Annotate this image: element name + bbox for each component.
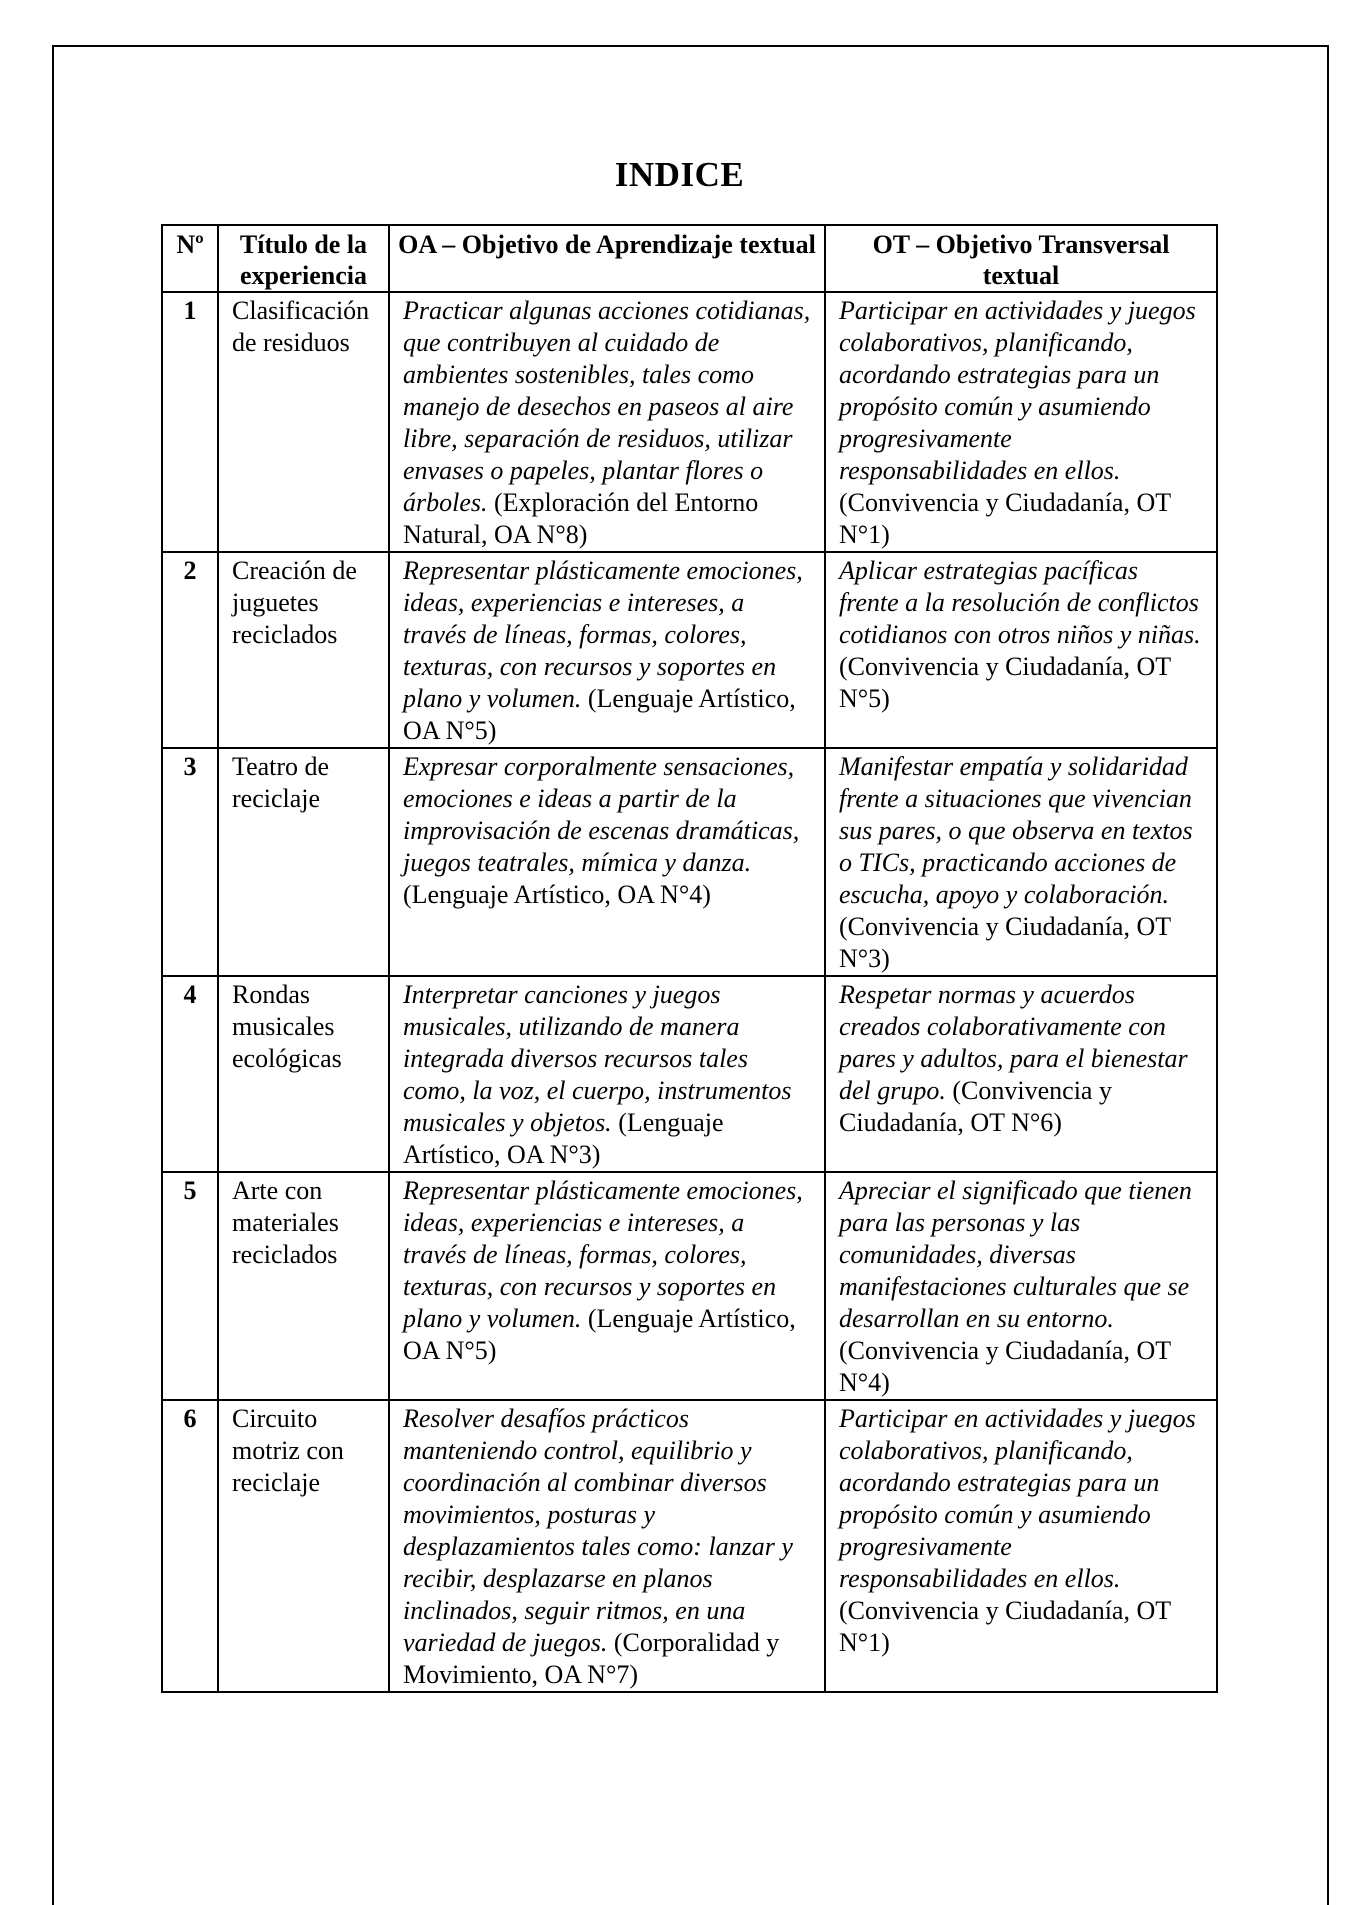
ot-text: Respetar normas y acuerdos creados colaborativamente con pares y adultos, para el bienestar del grupo.: [839, 980, 1188, 1105]
ot-text: Participar en actividades y juegos colaborativos, planificando, acordando estrategias para un propósito común y asumiendo progresivamente responsabilidades en ellos.: [839, 1404, 1196, 1593]
row-oa: [389, 976, 825, 1172]
row-oa: [389, 748, 825, 976]
oa-text: Representar plásticamente emociones, ideas, experiencias e intereses, a través de líneas, formas, colores, texturas, con recursos y soportes en plano y volumen.: [403, 1176, 803, 1333]
row-ot: [825, 748, 1217, 976]
row-num: 4: [162, 976, 218, 1172]
row-num: 6: [162, 1400, 218, 1692]
row-num: 5: [162, 1172, 218, 1400]
row-titulo: Rondas musicales ecológicas: [218, 976, 389, 1172]
row-ot: [825, 292, 1217, 552]
row-num: 2: [162, 552, 218, 748]
oa-ref: (Lenguaje Artístico, OA N°3): [403, 1108, 724, 1169]
row-titulo: Circuito motriz con reciclaje: [218, 1400, 389, 1692]
ot-ref: (Convivencia y Ciudadanía, OT N°4): [839, 1336, 1171, 1397]
table-row: [162, 552, 1217, 748]
row-titulo: Teatro de reciclaje: [218, 748, 389, 976]
row-ot: [825, 1400, 1217, 1692]
row-titulo: Creación de juguetes reciclados: [218, 552, 389, 748]
row-titulo: Clasificación de residuos: [218, 292, 389, 552]
oa-text: Representar plásticamente emociones, ideas, experiencias e intereses, a través de líneas, formas, colores, texturas, con recursos y soportes en plano y volumen.: [403, 556, 803, 713]
oa-text: Practicar algunas acciones cotidianas, que contribuyen al cuidado de ambientes sostenibles, tales como manejo de desechos en paseos al aire libre, separación de residuos, utilizar envases o papeles, plantar flores o árboles.: [403, 296, 811, 517]
ot-ref: (Convivencia y Ciudadanía, OT N°5): [839, 652, 1171, 713]
row-num: 1: [162, 292, 218, 552]
ot-text: Manifestar empatía y solidaridad frente a situaciones que vivencian sus pares, o que observa en textos o TICs, practicando acciones de escucha, apoyo y colaboración.: [839, 752, 1193, 909]
ot-ref: (Convivencia y Ciudadanía, OT N°3): [839, 912, 1171, 973]
row-titulo: Arte con materiales reciclados: [218, 1172, 389, 1400]
table-header-row: [162, 225, 1217, 292]
ot-text: Apreciar el significado que tienen para las personas y las comunidades, diversas manifestaciones culturales que se desarrollan en su entorno.: [839, 1176, 1192, 1333]
header-titulo: Título de la experiencia: [218, 225, 389, 292]
page-title: INDICE: [614, 155, 745, 194]
table-row: [162, 976, 1217, 1172]
table-row: [162, 748, 1217, 976]
table-row: [162, 1400, 1217, 1692]
table-row: [162, 1172, 1217, 1400]
header-oa: OA – Objetivo de Aprendizaje textual: [389, 225, 825, 292]
row-oa: [389, 292, 825, 552]
row-oa: [389, 1400, 825, 1692]
row-ot: [825, 976, 1217, 1172]
oa-ref: (Lenguaje Artístico, OA N°5): [403, 1304, 796, 1365]
row-num: 3: [162, 748, 218, 976]
index-table: [161, 224, 1218, 1693]
oa-ref: (Lenguaje Artístico, OA N°5): [403, 684, 796, 745]
row-oa: [389, 1172, 825, 1400]
oa-ref: (Corporalidad y Movimiento, OA N°7): [403, 1628, 780, 1689]
ot-ref: (Convivencia y Ciudadanía, OT N°1): [839, 1596, 1171, 1657]
table-row: [162, 292, 1217, 552]
header-ot: OT – Objetivo Transversal textual: [825, 225, 1217, 292]
oa-text: Expresar corporalmente sensaciones, emociones e ideas a partir de la improvisación de escenas dramáticas, juegos teatrales, mímica y danza.: [403, 752, 800, 877]
ot-text: Participar en actividades y juegos colaborativos, planificando, acordando estrategias para un propósito común y asumiendo progresivamente responsabilidades en ellos.: [839, 296, 1196, 485]
oa-text: Resolver desafíos prácticos manteniendo control, equilibrio y coordinación al combinar diversos movimientos, posturas y desplazamientos tales como: lanzar y recibir, desplazarse en planos inclinados, seguir ritmos, en una variedad de juegos.: [403, 1404, 793, 1657]
header-num: Nº: [162, 225, 218, 292]
row-ot: [825, 1172, 1217, 1400]
oa-text: Interpretar canciones y juegos musicales, utilizando de manera integrada diversos recursos tales como, la voz, el cuerpo, instrumentos musicales y objetos.: [403, 980, 792, 1137]
oa-ref: (Exploración del Entorno Natural, OA N°8): [403, 488, 759, 549]
oa-ref: (Lenguaje Artístico, OA N°4): [403, 880, 711, 909]
ot-ref: (Convivencia y Ciudadanía, OT N°1): [839, 488, 1171, 549]
ot-text: Aplicar estrategias pacíficas frente a la resolución de conflictos cotidianos con otros niños y niñas.: [839, 556, 1201, 649]
ot-ref: (Convivencia y Ciudadanía, OT N°6): [839, 1076, 1112, 1137]
row-oa: [389, 552, 825, 748]
row-ot: [825, 552, 1217, 748]
